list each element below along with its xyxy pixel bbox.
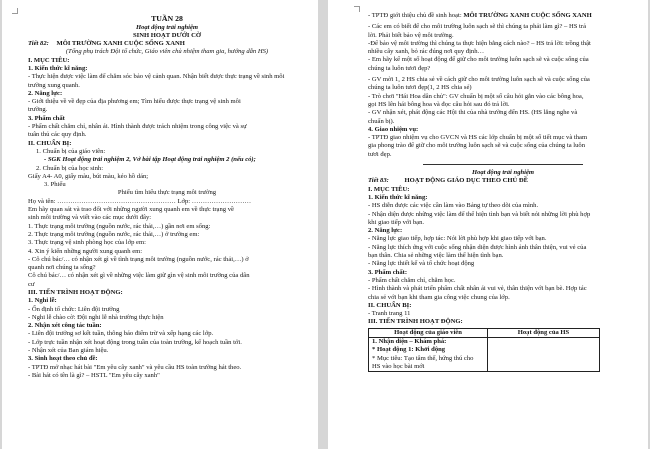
text-line: chia sẻ với bạn khi tham gia công việc chung của lớp. [368,293,510,301]
text-line: tươi đẹp. [368,150,392,158]
text-line: - Nhận xét của Ban giám hiệu. [28,347,109,355]
lesson-title: HOẠT ĐỘNG GIÁO DỤC THEO CHỦ ĐỀ [404,177,529,185]
section-chuan-bi: II. CHUẨN BỊ: [28,139,72,147]
table-cell-teacher [369,337,488,371]
lesson-label: Tiết 83: [368,177,389,185]
text-line: - GV mời 1, 2 HS chia sẻ về cách giữ cho môi trường luôn sạch sẽ và cuộc sống của [368,76,590,84]
cell-line: * Mục tiêu: Tạo tâm thế, hứng thú cho [372,354,474,362]
topic-intro-line [368,12,638,20]
document-page-left [2,0,318,449]
heading-sinh-hoat: 3. Sinh hoạt theo chủ đề: [28,355,98,363]
section-muc-tieu: I. MỤC TIÊU: [28,56,70,64]
section-muc-tieu: I. MỤC TIÊU: [368,185,410,193]
text-line: sinh môi trường và viết vào các mục dưới đây: [28,214,152,222]
text-line: - Tranh trang 11 [368,310,411,318]
text-line: - Ổn định tổ chức: Liên đội trưởng [28,305,120,313]
lesson-line [368,177,638,185]
text-line: - HS diễn được các việc cần làm vào Bảng tự theo dõi của mình. [368,202,539,210]
text-line: - Em hãy kể một số hoạt động để giữ cho môi trường luôn sạch sẽ và cuộc sống của [368,56,589,64]
heading-kien-thuc: 1. Kiến thức kĩ năng: [28,64,88,72]
lesson-title: MÔI TRƯỜNG XANH CUỘC SỐNG XANH [56,40,185,48]
section-chuan-bi: II. CHUẨN BỊ: [368,301,412,309]
week-heading: TUẦN 28 [151,14,183,23]
section-divider [423,164,583,165]
text-line: - SGK Hoạt động trải nghiệm 2, Vở bài tập Hoạt động trải nghiệm 2 (nếu có); [44,156,256,164]
text-line: trường. [28,106,48,114]
heading-chuan-bi-hs: 2. Chuẩn bị của học sinh: [36,164,104,172]
text-line: - Phẩm chất chăm chỉ, chăm học. [368,276,456,284]
text-line: lời. Phải biết bảo vệ môi trường. [368,31,454,39]
text-line: - Năng lực thiết kế và tổ chức hoạt động [368,260,475,268]
text-line: - Nhận diện được những việc làm để thể hiện tình bạn và biết nói những lời phù hợp [368,210,591,218]
cell-line: 1. Nhận diện – Khám phá: [372,337,447,345]
section-tien-trinh: III. TIẾN TRÌNH HOẠT ĐỘNG: [368,318,463,326]
text-line: - Cô chú bác/… có nhận xét gì về tình trạng môi trường (nguồn nước, rác thải,…) ở [28,255,249,263]
header-teacher: Hoạt động của giáo viên [369,328,488,337]
text-line: 2. Thực trạng môi trường (nguồn nước, rác thải,…) ở trường em: [28,230,200,238]
text-line: - Năng lực thích ứng với cuộc sống nhận diện được hình ảnh thân thiện, vui vẻ của [368,243,587,251]
lesson-line [28,40,306,48]
text-line: chuẩn bị). [368,117,395,125]
text-line: - Giới thiệu về về đẹp của địa phương em; Tìm hiểu được thực trạng vệ sinh môi [28,98,241,106]
activity-title: SINH HOẠT DƯỚI CỜ [133,31,201,39]
heading-giao-nhiem-vu: 4. Giao nhiệm vụ: [368,125,419,133]
heading-nang-luc: 2. Năng lực: [368,227,403,235]
text-line: 4. Xin ý kiến những người xung quanh em: [28,247,143,255]
margin-mark [354,6,360,12]
phieu-title: Phiếu tìm hiểu thực trạng môi trường [117,189,217,197]
topic-intro-prefix: - TPTĐ giới thiệu chủ đề sinh hoạt: [368,12,464,19]
text-line: - GV nhận xét, phát động các Hội thi của nhà trường đến HS. (HS lắng nghe và [368,109,578,117]
text-line: 1. Thực trạng môi trường (nguồn nước, rác thải,…) gần nơi em sống: [28,222,211,230]
text-line: Em hãy quan sát và trao đổi với những người xung quanh em về thực trạng về [28,206,234,214]
table-header-row [369,328,600,337]
margin-mark [12,8,18,14]
text-line: cư [28,280,35,288]
text-line: quanh nơi chúng ta sống? [28,264,96,272]
text-line: - TPTĐ giao nhiệm vụ cho GVCN và HS các lớp chuẩn bị một số tiết mục và tham [368,134,588,142]
text-line: chúng ta luôn tươi đẹp(1, 2 HS chia sẻ) [368,84,472,92]
text-line: gọi HS lên hái bông hoa và đọc câu hỏi sau đó trả lời. [368,100,510,108]
cell-line: HS vào học bài mới [372,362,425,370]
text-line: - Phẩm chất chăm chỉ, nhân ái. Hình thành được trách nhiệm trong công việc và sự [28,123,247,131]
text-line: - Liên đội trưởng sơ kết tuần, thông báo điểm trừ và xếp hạng các lớp. [28,330,214,338]
subject-subtitle: Hoạt động trải nghiệm [135,23,199,31]
text-line: chúng ta luôn tươi đẹp? [368,64,431,72]
header-student: Hoạt động của HS [488,328,600,337]
subject-subtitle: Hoạt động trải nghiệm [471,169,535,177]
lesson-label: Tiết 82: [28,40,49,48]
text-line: Giấy A4- A0, giấy màu, bút màu, kéo hồ dán; [28,172,149,180]
lesson-note: (Tổng phụ trách Đội tổ chức, Giáo viên chủ nhiệm tham gia, hướng dẫn HS) [65,48,269,56]
heading-nghi-le: 1. Nghi lễ: [28,297,57,305]
heading-phieu: 3. Phiếu [44,181,66,189]
document-page-right [328,0,648,449]
table-row [369,337,600,371]
text-line: 3. Thực trạng vệ sinh phòng học của lớp em: [28,239,146,247]
activity-table [368,328,600,372]
text-line: - Bài hát có tên là gì? – HSTL "Em yêu cây xanh" [28,371,160,379]
heading-nang-luc: 2. Năng lực: [28,89,63,97]
topic-name: MÔI TRƯỜNG XANH CUỘC SỐNG XANH [463,12,592,19]
text-line: -Để bảo vệ môi trường thì chúng ta thực hiện bằng cách nào? – HS trả lời: trồng thật [368,39,591,47]
text-line: nhiều cây xanh, bỏ rác đúng nơi quy định… [368,48,485,56]
heading-nhan-xet: 2. Nhận xét công tác tuần: [28,322,102,330]
text-line: - Hình thành và phát triển phẩm chất nhân ái vui vẻ, thân thiện với bạn bè. Hợp tác [368,285,587,293]
text-line: - Thực hiện được việc làm để chăm sóc bảo vệ cảnh quan. Nhận biết được thực trạng về sinh môi [28,73,285,81]
text-line: bạn thân. Chia sẻ những việc làm thể hiện tình bạn. [368,252,504,260]
section-tien-trinh: III. TIẾN TRÌNH HOẠT ĐỘNG: [28,289,123,296]
text-line: khi giao tiếp với bạn. [368,218,425,226]
heading-chuan-bi-gv: 1. Chuẩn bị của giáo viên: [36,147,106,155]
heading-pham-chat: 3. Phẩm chất [28,114,65,122]
heading-pham-chat: 3. Phẩm chất: [368,268,408,276]
text-line: gia phong trào để giữ cho môi trường luôn sạch sẽ và cuộc sống của chúng ta luôn [368,142,586,150]
table-cell-student [488,337,600,371]
phieu-name-line: Họ và tên: ……………………………………………… Lớp: ……………………… [28,197,252,205]
text-line: - Trò chơi "Hái Hoa dân chủ": GV chuẩn bị một số câu hỏi gắn vào các bông hoa, [368,92,584,100]
text-line: trường xung quanh. [28,81,80,89]
cell-line: * Hoạt động 1: Khởi động [372,346,446,354]
text-line: - Lớp trực tuần nhận xét hoạt động trong tuần của toàn trường, kế hoạch tuần tới. [28,338,242,346]
text-line: - Nghi lễ chào cờ: Đội nghi lễ nhà trường thực hiện [28,313,164,321]
text-line: - Các em có biết để cho môi trường luôn sạch sẽ thì chúng ta phải làm gì? – HS trả [368,23,587,31]
text-line: tuân thủ các quy định. [28,131,87,139]
text-line: Cô chú bác/… có nhận xét gì về những việc làm giữ gìn vệ sinh môi trường của dân [28,272,250,280]
heading-kien-thuc: 1. Kiến thức kĩ năng: [368,193,428,201]
text-line: - TPTĐ mở nhạc hát bài "Em yêu cây xanh" và yêu cầu HS toàn trường hát theo. [28,363,242,371]
text-line: - Năng lực giao tiếp, hợp tác: Nói lời phù hợp khi giao tiếp với bạn. [368,235,547,243]
